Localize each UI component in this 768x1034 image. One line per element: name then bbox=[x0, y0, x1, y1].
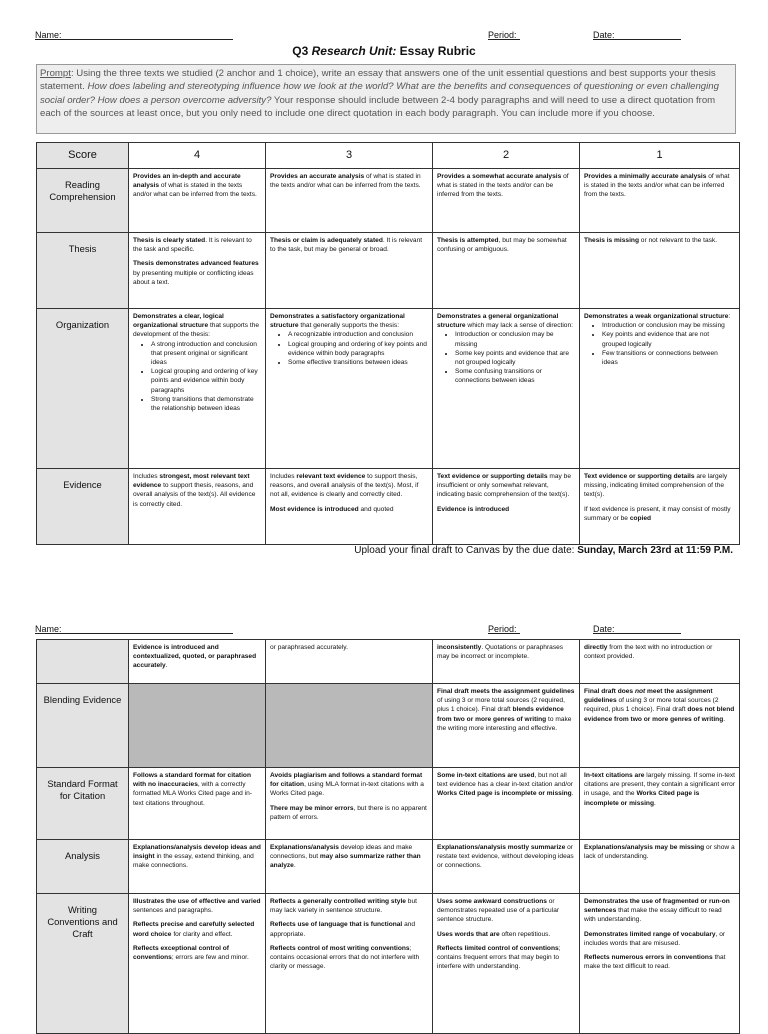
analysis-4: Explanations/analysis develop ideas and insight in the essay, extend thinking, and make connections. bbox=[129, 840, 266, 894]
name-field[interactable] bbox=[35, 30, 233, 40]
date-field[interactable] bbox=[593, 30, 681, 40]
evidence-1: Text evidence or supporting details are largely missing, indicating limited comprehension of the text(s). If text evidence is present, it may consist of mostly summary or be copied bbox=[580, 469, 740, 545]
blending-4-na bbox=[129, 684, 266, 768]
period-field[interactable] bbox=[488, 30, 520, 40]
organization-label: Organization bbox=[37, 309, 129, 469]
analysis-row bbox=[37, 840, 740, 894]
period-label: Period: bbox=[488, 624, 517, 634]
score-4-header: 4 bbox=[129, 143, 266, 169]
writing-2: Uses some awkward constructions or demonstrates repeated use of a particular sentence structure. Uses words that are often repetitious. Reflects limited control of conventions; contains frequent errors that may begin to interfere with understanding. bbox=[433, 894, 580, 1034]
blending-label: Blending Evidence bbox=[37, 684, 129, 768]
blending-row bbox=[37, 684, 740, 768]
organization-1-list: • Introduction or conclusion may be missing • Key points and evidence that are not grouped logically • Few transitions or connections between ideas bbox=[584, 321, 735, 367]
period-label: Period: bbox=[488, 30, 517, 40]
citation-label: Standard Format for Citation bbox=[37, 768, 129, 840]
blending-3-na bbox=[266, 684, 433, 768]
essential-questions: How does labeling and stereotyping influence how we look at the world? What are the benefits and consequences of questioning or even challenging social order? How does a person overcome adversity? bbox=[40, 81, 719, 106]
score-3-header: 3 bbox=[266, 143, 433, 169]
writing-row bbox=[37, 894, 740, 1034]
organization-row bbox=[37, 309, 740, 469]
thesis-2: Thesis is attempted, but may be somewhat confusing or ambiguous. bbox=[433, 233, 580, 309]
prompt-label: Prompt bbox=[40, 68, 71, 79]
citation-1: In-text citations are largely missing. If some in-text citations are present, they contain a significant error in usage, and the Works Cited page is incomplete or missing. bbox=[580, 768, 740, 840]
upload-instructions: Upload your final draft to Canvas by the due date: Sunday, March 23rd at 11:59 P.M. bbox=[354, 545, 733, 556]
thesis-4: Thesis is clearly stated. It is relevant to the task and specific. Thesis demonstrates advanced features by presenting multiple or conflicting ideas about a text. bbox=[129, 233, 266, 309]
blending-1: Final draft does not meet the assignment guidelines of using 3 or more total sources (2 required, plus 1 choice). Final draft does not blend evidence from two or more genres of writing. bbox=[580, 684, 740, 768]
date-label: Date: bbox=[593, 30, 615, 40]
organization-3-list: • A recognizable introduction and conclusion • Logical grouping and ordering of key points and evidence within body paragraphs • Some effective transitions between ideas bbox=[270, 330, 428, 367]
analysis-label: Analysis bbox=[37, 840, 129, 894]
reading-1: Provides a minimally accurate analysis of what is stated in the texts and/or what can be inferred from the texts. bbox=[580, 169, 740, 233]
reading-3: Provides an accurate analysis of what is stated in the texts and/or what can be inferred from the texts. bbox=[266, 169, 433, 233]
organization-2-list: • Introduction or conclusion may be missing • Some key points and evidence that are not grouped logically • Some confusing transitions or connections between ideas bbox=[437, 330, 575, 385]
score-2-header: 2 bbox=[433, 143, 580, 169]
evidence-cont-4: Evidence is introduced and contextualized, quoted, or paraphrased accurately. bbox=[129, 640, 266, 684]
analysis-3: Explanations/analysis develop ideas and make connections, but may also summarize rather than analyze. bbox=[266, 840, 433, 894]
organization-4: Demonstrates a clear, logical organizational structure that supports the development of the thesis: • A strong introduction and conclusion that present original or significant ideas • Logical grouping and ordering of key points and evidence within body paragraphs • Strong transitions that demonstrate the relationship between ideas bbox=[129, 309, 266, 469]
citation-4: Follows a standard format for citation with no inaccuracies, with a correctly formatted MLA Works Cited page and in-text citations throughout. bbox=[129, 768, 266, 840]
due-date: Sunday, March 23rd at 11:59 P.M. bbox=[577, 545, 733, 556]
score-1-header: 1 bbox=[580, 143, 740, 169]
evidence-label: Evidence bbox=[37, 469, 129, 545]
evidence-cont-3: or paraphrased accurately. bbox=[266, 640, 433, 684]
evidence-cont-row bbox=[37, 640, 740, 684]
reading-4: Provides an in-depth and accurate analysis of what is stated in the texts and/or what can be inferred from the texts. bbox=[129, 169, 266, 233]
thesis-row bbox=[37, 233, 740, 309]
writing-1: Demonstrates the use of fragmented or run-on sentences that make the essay difficult to read with understanding. Demonstrates limited range of vocabulary, or includes words that are misused. Reflects numerous errors in conventions that make the text difficult to read. bbox=[580, 894, 740, 1034]
writing-3: Reflects a generally controlled writing style but may lack variety in sentence structure. Reflects use of language that is functional and appropriate. Reflects control of most writing conventions; contains occasional errors that do not interfere with clarity or message. bbox=[266, 894, 433, 1034]
analysis-2: Explanations/analysis mostly summarize or restate text evidence, without developing ideas or connections. bbox=[433, 840, 580, 894]
rubric-table-page2 bbox=[36, 639, 740, 1034]
organization-2: Demonstrates a general organizational structure which may lack a sense of direction: • Introduction or conclusion may be missing • Some key points and evidence that are not grouped logically • Some confusing transitions or connections between ideas bbox=[433, 309, 580, 469]
date-field[interactable] bbox=[593, 624, 681, 634]
name-field[interactable] bbox=[35, 624, 233, 634]
citation-row bbox=[37, 768, 740, 840]
evidence-4: Includes strongest, most relevant text evidence to support thesis, reasons, and overall analysis of the text(s). All evidence is correctly cited. bbox=[129, 469, 266, 545]
thesis-1: Thesis is missing or not relevant to the task. bbox=[580, 233, 740, 309]
reading-row bbox=[37, 169, 740, 233]
writing-4: Illustrates the use of effective and varied sentences and paragraphs. Reflects precise and carefully selected word choice for clarity and effect. Reflects exceptional control of conventions; errors are few and minor. bbox=[129, 894, 266, 1034]
evidence-cont-2: inconsistently. Quotations or paraphrases may be incorrect or incomplete. bbox=[433, 640, 580, 684]
score-header-row bbox=[37, 143, 740, 169]
organization-4-list: • A strong introduction and conclusion that present original or significant ideas • Logical grouping and ordering of key points and evidence within body paragraphs • Strong transitions that demonstrate the relationship between ideas bbox=[133, 340, 261, 414]
rubric-table-page1 bbox=[36, 142, 740, 545]
organization-1: Demonstrates a weak organizational structure: • Introduction or conclusion may be missing • Key points and evidence that are not grouped logically • Few transitions or connections between ideas bbox=[580, 309, 740, 469]
reading-label: Reading Comprehension bbox=[37, 169, 129, 233]
evidence-cont-label bbox=[37, 640, 129, 684]
evidence-cont-1: directly from the text with no introduction or context provided. bbox=[580, 640, 740, 684]
page1-header bbox=[35, 30, 728, 44]
prompt-box: Prompt: Using the three texts we studied (2 anchor and 1 choice), write an essay that answers one of the unit essential questions and best supports your thesis statement. How does labeling and stereotyping influence how we look at the world? What are the benefits and consequences of questioning or even challenging social order? How does a person overcome adversity? Your response should include between 2-4 body paragraphs and will need to use a direct quotation from each of the sources at least once, but you only need to include one direct quotation in each body paragraph. You can include more if you choose. bbox=[36, 64, 736, 134]
writing-label: Writing Conventions and Craft bbox=[37, 894, 129, 1034]
page2-header bbox=[35, 624, 728, 638]
name-label: Name: bbox=[35, 30, 62, 40]
reading-2: Provides a somewhat accurate analysis of what is stated in the texts and/or can be inferred from the texts. bbox=[433, 169, 580, 233]
evidence-3: Includes relevant text evidence to support thesis, reasons, and overall analysis of the text(s). Most, if not all, evidence is clearly and correctly cited. Most evidence is introduced and quoted bbox=[266, 469, 433, 545]
analysis-1: Explanations/analysis may be missing or show a lack of understanding. bbox=[580, 840, 740, 894]
citation-2: Some in-text citations are used, but not all text evidence has a clear in-text citation and/or Works Cited page is incomplete or missing. bbox=[433, 768, 580, 840]
name-label: Name: bbox=[35, 624, 62, 634]
thesis-label: Thesis bbox=[37, 233, 129, 309]
period-field[interactable] bbox=[488, 624, 520, 634]
evidence-row bbox=[37, 469, 740, 545]
blending-2: Final draft meets the assignment guidelines of using 3 or more total sources (2 required, plus 1 choice). Final draft blends evidence from two or more genres of writing to make the writing more interesting and effective. bbox=[433, 684, 580, 768]
date-label: Date: bbox=[593, 624, 615, 634]
thesis-3: Thesis or claim is adequately stated. It is relevant to the task, but may be general or broad. bbox=[266, 233, 433, 309]
page-title: Q3 Research Unit: Essay Rubric bbox=[292, 44, 476, 58]
score-header: Score bbox=[37, 143, 129, 169]
organization-3: Demonstrates a satisfactory organizational structure that generally supports the thesis: • A recognizable introduction and conclusion • Logical grouping and ordering of key points and evidence within body paragraphs • Some effective transitions between ideas bbox=[266, 309, 433, 469]
citation-3: Avoids plagiarism and follows a standard format for citation, using MLA format in-text citations with a Works Cited page. There may be minor errors, but there is no apparent pattern of errors. bbox=[266, 768, 433, 840]
evidence-2: Text evidence or supporting details may be insufficient or only somewhat relevant, indicating basic comprehension of the text(s). Evidence is introduced bbox=[433, 469, 580, 545]
